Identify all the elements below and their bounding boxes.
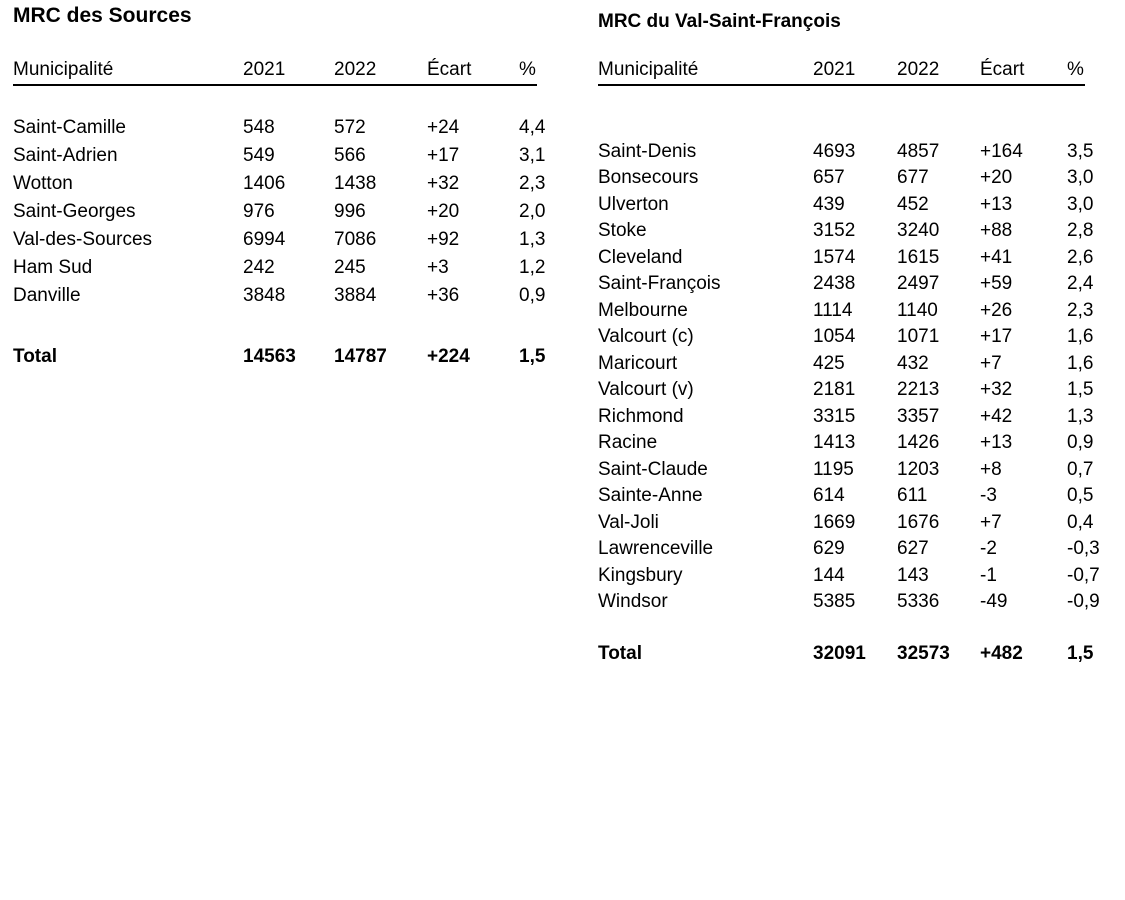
column-header-2021: 2021 <box>813 59 856 80</box>
value-cell: 1114 <box>813 299 853 321</box>
value-cell: 1071 <box>897 326 940 347</box>
value-cell: 2,4 <box>1067 273 1094 294</box>
total-label: Total <box>598 642 642 664</box>
value-cell: 2438 <box>813 273 856 294</box>
value-cell: -49 <box>980 591 1008 612</box>
table-title: MRC du Val-Saint-François <box>598 11 841 32</box>
table-body <box>598 139 1100 616</box>
table-row <box>598 271 1094 298</box>
table-row <box>13 198 546 226</box>
table-row <box>598 324 1094 351</box>
value-cell: 1,3 <box>1067 405 1094 427</box>
value-cell: +32 <box>427 173 460 194</box>
column-header-percent: % <box>1067 59 1084 80</box>
column-header-2021: 2021 <box>243 59 286 80</box>
value-cell: +42 <box>980 405 1013 427</box>
value-cell: 1438 <box>334 173 377 194</box>
table-row <box>598 430 1094 457</box>
municipality-cell: Saint-Denis <box>598 140 697 162</box>
value-cell: -0,3 <box>1067 538 1100 559</box>
value-cell: 2,0 <box>519 201 546 222</box>
value-cell: +32 <box>980 379 1013 400</box>
value-cell: 677 <box>897 167 929 188</box>
table-row <box>13 254 546 282</box>
municipality-cell: Melbourne <box>598 299 688 321</box>
value-cell: -1 <box>980 564 997 586</box>
value-cell: -0,7 <box>1067 564 1100 586</box>
table-body <box>13 114 546 310</box>
value-cell: 1413 <box>813 432 856 453</box>
total-percent: 1,5 <box>519 346 546 367</box>
value-cell: 0,4 <box>1067 511 1094 533</box>
municipality-cell: Val-des-Sources <box>13 229 153 250</box>
table-row <box>598 510 1094 537</box>
value-cell: -0,9 <box>1067 591 1100 612</box>
value-cell: +36 <box>427 285 460 306</box>
municipality-cell: Saint-Camille <box>13 117 126 138</box>
municipality-cell: Saint-Georges <box>13 201 136 222</box>
table-row <box>598 589 1100 616</box>
value-cell: 2181 <box>813 379 856 400</box>
value-cell: +7 <box>980 511 1002 533</box>
value-cell: 1,6 <box>1067 352 1094 374</box>
municipality-cell: Racine <box>598 432 658 453</box>
population-table-val-saint-francois <box>598 10 1100 667</box>
value-cell: 439 <box>813 193 845 215</box>
total-label: Total <box>13 346 57 367</box>
value-cell: 611 <box>897 485 928 506</box>
value-cell: +13 <box>980 432 1013 453</box>
value-cell: +41 <box>980 246 1013 268</box>
value-cell: 1426 <box>897 432 940 453</box>
value-cell: 1669 <box>813 511 856 533</box>
table-row <box>598 165 1094 192</box>
table-row <box>598 536 1100 563</box>
value-cell: 3240 <box>897 220 940 241</box>
table-row <box>598 457 1094 484</box>
municipality-cell: Valcourt (c) <box>598 326 694 347</box>
municipality-cell: Stoke <box>598 220 647 241</box>
municipality-cell: Ulverton <box>598 193 669 215</box>
value-cell: 548 <box>243 117 275 138</box>
population-table-sources <box>13 4 546 371</box>
municipality-cell: Danville <box>13 285 81 306</box>
municipality-cell: Saint-François <box>598 273 721 294</box>
value-cell: +3 <box>427 257 449 278</box>
value-cell: 996 <box>334 201 366 222</box>
municipality-cell: Saint-Claude <box>598 458 708 480</box>
table-row <box>598 483 1094 510</box>
value-cell: 657 <box>813 167 845 188</box>
column-header-2022: 2022 <box>334 59 377 80</box>
value-cell: 1203 <box>897 458 940 480</box>
value-cell: 452 <box>897 193 929 215</box>
total-percent: 1,5 <box>1067 642 1094 664</box>
table-row <box>13 226 546 254</box>
total-ecart: +482 <box>980 642 1023 664</box>
value-cell: +7 <box>980 352 1002 374</box>
municipality-cell: Cleveland <box>598 246 683 268</box>
value-cell: 5385 <box>813 591 856 612</box>
value-cell: +20 <box>427 201 460 222</box>
municipality-cell: Saint-Adrien <box>13 145 118 166</box>
column-header-municipalite: Municipalité <box>598 59 699 80</box>
total-2021: 14563 <box>243 346 296 367</box>
municipality-cell: Maricourt <box>598 352 678 374</box>
value-cell: 1,3 <box>519 229 546 250</box>
value-cell: +164 <box>980 140 1023 162</box>
value-cell: +88 <box>980 220 1013 241</box>
table-row <box>598 404 1094 431</box>
table-header-row <box>598 57 1085 86</box>
value-cell: 143 <box>897 564 929 586</box>
value-cell: 3357 <box>897 405 940 427</box>
value-cell: 7086 <box>334 229 377 250</box>
value-cell: 0,9 <box>1067 432 1094 453</box>
municipality-cell: Wotton <box>13 173 73 194</box>
table-row <box>13 114 546 142</box>
value-cell: 976 <box>243 201 275 222</box>
table-row <box>598 192 1094 219</box>
value-cell: 566 <box>334 145 366 166</box>
value-cell: -2 <box>980 538 997 559</box>
municipality-cell: Valcourt (v) <box>598 379 694 400</box>
table-row <box>598 351 1094 378</box>
table-row <box>13 170 546 198</box>
value-cell: 144 <box>813 564 845 586</box>
value-cell: +17 <box>980 326 1013 347</box>
value-cell: 3848 <box>243 285 286 306</box>
value-cell: 425 <box>813 352 845 374</box>
value-cell: 549 <box>243 145 275 166</box>
value-cell: 1615 <box>897 246 940 268</box>
value-cell: 3152 <box>813 220 856 241</box>
value-cell: 3,5 <box>1067 140 1094 162</box>
municipality-cell: Ham Sud <box>13 257 93 278</box>
value-cell: 4,4 <box>519 117 546 138</box>
table-row <box>13 142 546 170</box>
value-cell: +26 <box>980 299 1013 321</box>
table-row <box>598 298 1094 325</box>
table-title: MRC des Sources <box>13 4 192 27</box>
table-row <box>13 282 546 310</box>
value-cell: 2,6 <box>1067 246 1094 268</box>
municipality-cell: Windsor <box>598 591 668 612</box>
value-cell: +24 <box>427 117 460 138</box>
value-cell: 627 <box>897 538 929 559</box>
value-cell: +20 <box>980 167 1013 188</box>
value-cell: 1,5 <box>1067 379 1094 400</box>
value-cell: 2,3 <box>519 173 546 194</box>
value-cell: 242 <box>243 257 275 278</box>
value-cell: 1,2 <box>519 257 546 278</box>
value-cell: 614 <box>813 485 845 506</box>
table-row <box>598 563 1100 590</box>
value-cell: 1574 <box>813 246 856 268</box>
total-2022: 14787 <box>334 346 387 367</box>
table-total-row <box>598 641 1094 668</box>
table-total-row <box>13 343 546 371</box>
value-cell: 0,5 <box>1067 485 1094 506</box>
value-cell: 1054 <box>813 326 856 347</box>
column-header-ecart: Écart <box>427 59 472 80</box>
table-row <box>598 218 1094 245</box>
column-header-2022: 2022 <box>897 59 940 80</box>
total-2022: 32573 <box>897 642 950 664</box>
value-cell: 432 <box>897 352 929 374</box>
municipality-cell: Bonsecours <box>598 167 699 188</box>
total-ecart: +224 <box>427 346 470 367</box>
value-cell: 1140 <box>897 299 938 321</box>
value-cell: 1406 <box>243 173 286 194</box>
value-cell: +13 <box>980 193 1013 215</box>
table-row <box>598 377 1094 404</box>
value-cell: 3,1 <box>519 145 546 166</box>
column-header-municipalite: Municipalité <box>13 59 114 80</box>
value-cell: 4693 <box>813 140 856 162</box>
value-cell: 3884 <box>334 285 377 306</box>
value-cell: 629 <box>813 538 845 559</box>
value-cell: 2,3 <box>1067 299 1094 321</box>
value-cell: 3,0 <box>1067 167 1094 188</box>
value-cell: 5336 <box>897 591 940 612</box>
value-cell: 0,7 <box>1067 458 1094 480</box>
table-row <box>598 139 1094 166</box>
value-cell: +59 <box>980 273 1013 294</box>
value-cell: 3315 <box>813 405 856 427</box>
value-cell: 2,8 <box>1067 220 1094 241</box>
value-cell: 2497 <box>897 273 940 294</box>
column-header-ecart: Écart <box>980 59 1025 80</box>
municipality-cell: Richmond <box>598 405 684 427</box>
value-cell: 2213 <box>897 379 940 400</box>
value-cell: 1,6 <box>1067 326 1094 347</box>
value-cell: +92 <box>427 229 460 250</box>
municipality-cell: Kingsbury <box>598 564 683 586</box>
value-cell: +17 <box>427 145 460 166</box>
value-cell: 6994 <box>243 229 286 250</box>
table-row <box>598 245 1094 272</box>
municipality-cell: Val-Joli <box>598 511 659 533</box>
column-header-percent: % <box>519 59 536 80</box>
value-cell: 3,0 <box>1067 193 1094 215</box>
value-cell: -3 <box>980 485 997 506</box>
value-cell: 572 <box>334 117 366 138</box>
value-cell: 1676 <box>897 511 940 533</box>
value-cell: 245 <box>334 257 366 278</box>
municipality-cell: Lawrenceville <box>598 538 714 559</box>
value-cell: +8 <box>980 458 1002 480</box>
value-cell: 4857 <box>897 140 940 162</box>
value-cell: 1195 <box>813 458 854 480</box>
municipality-cell: Sainte-Anne <box>598 485 703 506</box>
total-2021: 32091 <box>813 642 866 664</box>
value-cell: 0,9 <box>519 285 546 306</box>
table-header-row <box>13 56 537 86</box>
